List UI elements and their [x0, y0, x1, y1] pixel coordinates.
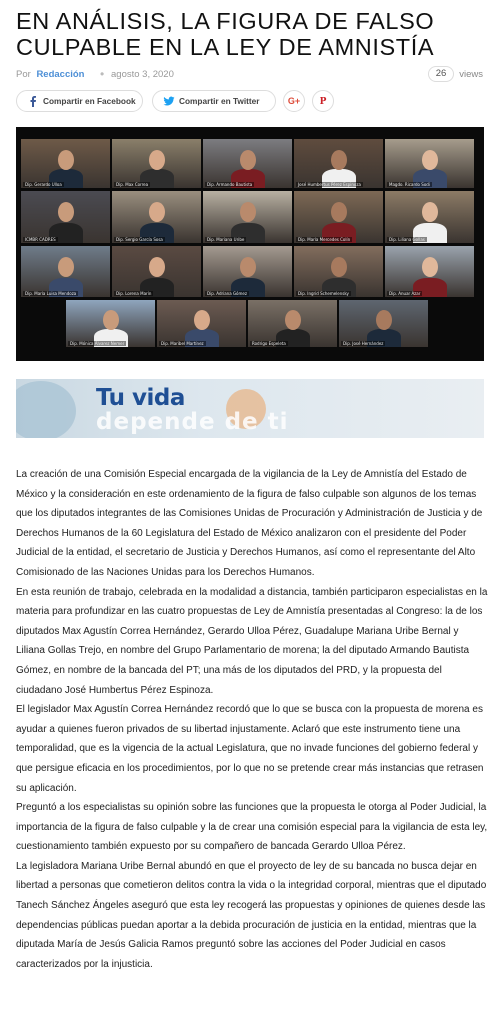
- meta-separator: •: [100, 67, 105, 81]
- participant-name: Rodrigo Espeleta: [252, 341, 286, 346]
- participant-tile: [21, 246, 110, 297]
- article-paragraph: Preguntó a los especialistas su opinión sobre las funciones que la propuesta le otorga al Poder Judicial, la importancia de la figura de falso culpable y la de crear una comisión especial para la vigilancia de esta ley, cuestionamiento también expuesto por su compañero de bancada Gerardo Ulloa Pérez.: [16, 802, 488, 853]
- participant-tile: [339, 300, 428, 347]
- article-paragraph: El legislador Max Agustín Correa Hernández recordó que lo que se busca con la propuesta de morena es ayudar a quienes fueron privados de su libertad injustamente. Aclaró que este instrumento tiene una temporalidad, que es la vigencia de la actual Legislatura, que no invade funciones del gobierno federal y que persigue eficacia en los procedimientos, por lo que no se pretende crear más instancias que retrasen su aplicación.: [16, 704, 484, 794]
- participant-tile: [203, 191, 292, 243]
- participant-tile: [294, 191, 383, 243]
- article-paragraph: La legisladora Mariana Uribe Bernal abundó en que el proyecto de ley de su bancada no busca dejar en libertad a personas que cometieron delitos contra la vida o la integridad corporal, mientras que el diputado Tanech Sánchez Ángeles aseguró que esta ley recogerá las propuestas y opiniones de quienes desde las dependencias públicas puedan aportar a la debida procuración de justicia en la entidad, mientras que la diputada María de Jesús Galicia Ramos preguntó sobre las acciones del Poder Judicial en casos caracterizados por la injusticia.: [16, 860, 487, 970]
- video-call-screenshot: [16, 127, 484, 361]
- participant-tile: [203, 246, 292, 297]
- views-count-badge: 26: [428, 66, 454, 82]
- twitter-icon: [163, 95, 175, 107]
- article-title: EN ANÁLISIS, LA FIGURA DE FALSO CULPABLE EN LA LEY DE AMNISTÍA: [16, 8, 435, 60]
- article-paragraph: En esta reunión de trabajo, celebrada en la modalidad a distancia, también participaron especialistas en la materia para profundizar en las cuatro propuestas de Ley de Amnistía presentadas al Congreso: la de los diputados Max Agustín Correa Hernández, Gerardo Ulloa Pérez, Guadalupe Mariana Uribe Bernal y Liliana Gollas Trejo, en nombre del Grupo Parlamentario de morena; la del diputado Armando Bautista Gómez, en nombre de la bancada del PT; una más de los diputados del PRD, y la propuesta del ciudadano José Humbertus Pérez Espinoza.: [16, 586, 488, 696]
- participant-tile: [112, 246, 201, 297]
- author-link[interactable]: Redacción: [36, 69, 85, 80]
- participant-avatar: [240, 150, 256, 170]
- ad-banner[interactable]: [16, 379, 484, 438]
- participant-name: Dip. Sergio García Sosa: [116, 237, 163, 242]
- participant-avatar: [58, 257, 74, 277]
- banner-subline: depende de ti: [96, 409, 289, 435]
- participant-tile: [21, 191, 110, 243]
- participant-tile: [294, 246, 383, 297]
- participant-avatar: [103, 310, 119, 330]
- participant-avatar: [285, 310, 301, 330]
- participant-tile: [385, 246, 474, 297]
- googleplus-icon: G+: [287, 96, 301, 106]
- participant-avatar: [422, 150, 438, 170]
- participant-name: Dip. Mónica Álvarez Nemer: [70, 341, 125, 346]
- participant-name: Dip. Gerardo Ulloa: [25, 182, 62, 187]
- participant-tile: [385, 139, 474, 188]
- publish-date: agosto 3, 2020: [111, 69, 174, 80]
- participant-avatar: [240, 257, 256, 277]
- participant-avatar: [240, 202, 256, 222]
- participant-name: Dip. Anuar Azar: [389, 291, 421, 296]
- participant-tile: [112, 191, 201, 243]
- participant-avatar: [422, 257, 438, 277]
- participant-name: Dip. Ingrid Schemelensky: [298, 291, 349, 296]
- participant-name: Dip. Adriana Gómez: [207, 291, 247, 296]
- article-body: [16, 465, 488, 974]
- views-label: views: [459, 69, 483, 80]
- participant-avatar: [331, 202, 347, 222]
- share-twitter-button[interactable]: [152, 90, 276, 112]
- participant-tile: [157, 300, 246, 347]
- participant-avatar: [149, 257, 165, 277]
- participant-avatar: [149, 150, 165, 170]
- participant-name: Dip. Liliana Gollas: [389, 237, 425, 242]
- participant-avatar: [331, 257, 347, 277]
- participant-avatar: [194, 310, 210, 330]
- article-paragraph: La creación de una Comisión Especial encargada de la vigilancia de la Ley de Amnistía del Estado de México y la consideración en este ordenamiento de la figura de falso culpable son algunos de los temas que los diputados integrantes de las Comisiones Unidas de Procuración y Administración de Justicia y de Derechos Humanos de la 60 Legislatura del Estado de México analizaron con el presidente del Poder Judicial de la entidad, el secretario de Justicia y Derechos Humanos, así como el representante del Alto Comisionado de las Naciones Unidas para los Derechos Humanos.: [16, 469, 483, 578]
- share-facebook-button[interactable]: [16, 90, 143, 112]
- participant-name: Dip. Lorena Marín: [116, 291, 152, 296]
- participant-avatar: [376, 310, 392, 330]
- participant-avatar: [149, 202, 165, 222]
- by-label: Por: [16, 69, 31, 80]
- participant-tile: [203, 139, 292, 188]
- participant-avatar: [58, 150, 74, 170]
- share-facebook-label: Compartir en Facebook: [43, 96, 136, 106]
- participant-avatar: [58, 202, 74, 222]
- share-googleplus-button[interactable]: [283, 90, 305, 112]
- participant-avatar: [422, 202, 438, 222]
- banner-headline: Tu vida: [96, 385, 185, 411]
- participant-name: Magdo. Ricardo Sodi: [389, 182, 430, 187]
- facebook-icon: [27, 95, 39, 107]
- participant-name: Dip. Max Correa: [116, 182, 149, 187]
- participant-tile: [294, 139, 383, 188]
- participant-name: Dip. María Luisa Mendoza: [25, 291, 77, 296]
- participant-avatar: [331, 150, 347, 170]
- participant-name: Dip. María Mercedes Colín: [298, 237, 351, 242]
- byline: [16, 69, 84, 80]
- participant-tile: [248, 300, 337, 347]
- article-meta: [16, 69, 488, 83]
- participant-tile: [385, 191, 474, 243]
- participant-name: Dip. José Hernández: [343, 341, 384, 346]
- participant-name: José Humbertus Pérez Espinoza: [298, 182, 361, 187]
- banner-figure: [16, 381, 76, 438]
- participant-name: Dip. Maribel Martínez: [161, 341, 204, 346]
- participant-name: Dip. Armando Bautista: [207, 182, 253, 187]
- participant-name: ICMBR CADRES: [25, 237, 56, 242]
- participant-name: Dip. Mariana Uribe: [207, 237, 245, 242]
- pinterest-icon: P: [319, 97, 327, 107]
- participant-tile: [112, 139, 201, 188]
- share-twitter-label: Compartir en Twitter: [179, 96, 260, 106]
- participant-tile: [21, 139, 110, 188]
- participant-tile: [66, 300, 155, 347]
- share-pinterest-button[interactable]: [312, 90, 334, 112]
